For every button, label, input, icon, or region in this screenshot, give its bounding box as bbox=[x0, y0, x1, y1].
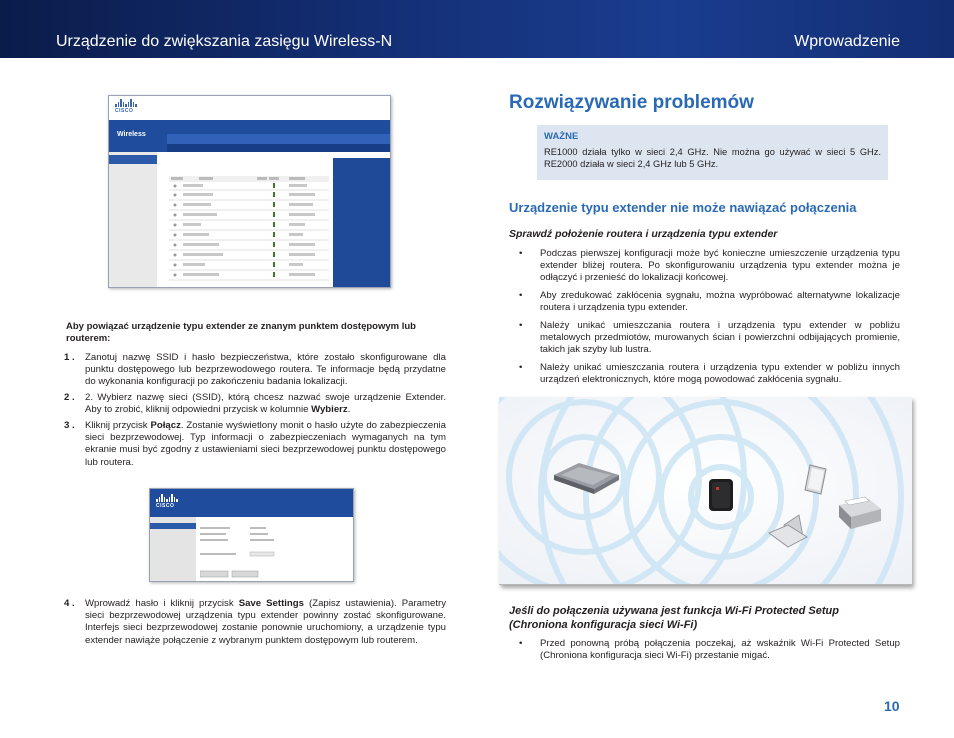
screenshot-title: Wireless bbox=[117, 131, 146, 138]
important-note bbox=[537, 125, 888, 180]
header-title: Urządzenie do zwiększania zasięgu Wireless-N bbox=[56, 33, 393, 50]
intro-text: Aby powiązać urządzenie typu extender ze znanym punktem dostępowym lub routerem: bbox=[66, 321, 416, 344]
step-4: 4 . Wprowadź hasło i kliknij przycisk Save Settings (Zapisz ustawienia). Parametry sieci bezprzewodowej urządzenia typu extender powinny zostać skonfigurowane. Interfejs sieci bezprzewodowej zostanie ponownie uruchomiony, a urządzenie typu extender nawiąże połączenie z wybranym punktem dostępowym lub routerem. bbox=[64, 598, 446, 646]
survey-table bbox=[169, 176, 329, 282]
wireless-security-screenshot bbox=[149, 488, 354, 582]
bullet-item: • Podczas pierwszej konfiguracji może być konieczne umieszczenie urządzenia typu extender bliżej routera. Po skonfigurowaniu urządzenia typu extender można je odłączyć i przenieść do lokalizacji końcowej. bbox=[519, 248, 900, 284]
header-section: Wprowadzenie bbox=[794, 33, 900, 50]
bullet-item: • Przed ponowną próbą połączenia poczekaj, aż wskaźnik Wi-Fi Protected Setup (Chroniona konfiguracja sieci Wi-Fi) przestanie migać. bbox=[519, 638, 900, 662]
step-2: 2 . 2. Wybierz nazwę sieci (SSID), którą chcesz nazwać swoje urządzenie Extender. Aby to zrobić, kliknij odpowiedni przycisk w kolumnie Wybierz. bbox=[64, 392, 446, 416]
subheading: Sprawdź położenie routera i urządzenia typu extender bbox=[509, 228, 778, 240]
wps-heading: Jeśli do połączenia używana jest funkcja Wi-Fi Protected Setup (Chroniona konfiguracja sieci Wi-Fi) bbox=[509, 605, 839, 631]
bullet-item: • Należy unikać umieszczania routera i urządzenia typu extender w pobliżu innych urządzeń elektronicznych, które mogą powodować zakłócenia sygnału. bbox=[519, 362, 900, 386]
cisco-logo: CISCO bbox=[156, 494, 178, 509]
bullet-item: • Aby zredukować zakłócenia sygnału, można wypróbować alternatywne lokalizacje routera i urządzenia typu extender. bbox=[519, 290, 900, 314]
section-heading: Urządzenie typu extender nie może nawiązać połączenia bbox=[509, 200, 857, 215]
cisco-logo: CISCO bbox=[115, 99, 137, 114]
bullet-item: • Należy unikać umieszczania routera i urządzenia typu extender w pobliżu metalowych przedmiotów, murowanych ścian i powierzchni odbijających promienie, takich jak szyby lub lustra. bbox=[519, 320, 900, 356]
step-1: 1 . Zanotuj nazwę SSID i hasło bezpieczeństwa, które zostało skonfigurowane dla punktu dostępowego lub bezprzewodowego routera. Te informacje będą przydatne do wykonania konfiguracji po zakończeniu badania lokalizacji. bbox=[64, 352, 446, 388]
step-3: 3 . Kliknij przycisk Połącz. Zostanie wyświetlony monit o hasło użyte do zabezpieczenia sieci bezprzewodowej. Typ informacji o zabezpieczeniach wymaganych na tym ekranie musi być zgodny z ustawieniami sieci bezprzewodowej punktu dostępowego lub routera. bbox=[64, 420, 446, 468]
note-heading: WAŻNE bbox=[544, 131, 579, 142]
page-title: Rozwiązywanie problemów bbox=[509, 92, 754, 113]
note-text: RE1000 działa tylko w sieci 2,4 GHz. Nie można go używać w sieci 5 GHz. RE2000 działa w sieci 2,4 GHz lub 5 GHz. bbox=[544, 147, 881, 169]
wireless-range-illustration bbox=[499, 397, 912, 585]
page-header bbox=[0, 0, 954, 58]
extender-icon bbox=[709, 479, 733, 511]
page-number: 10 bbox=[884, 698, 900, 714]
site-survey-screenshot bbox=[108, 95, 391, 288]
